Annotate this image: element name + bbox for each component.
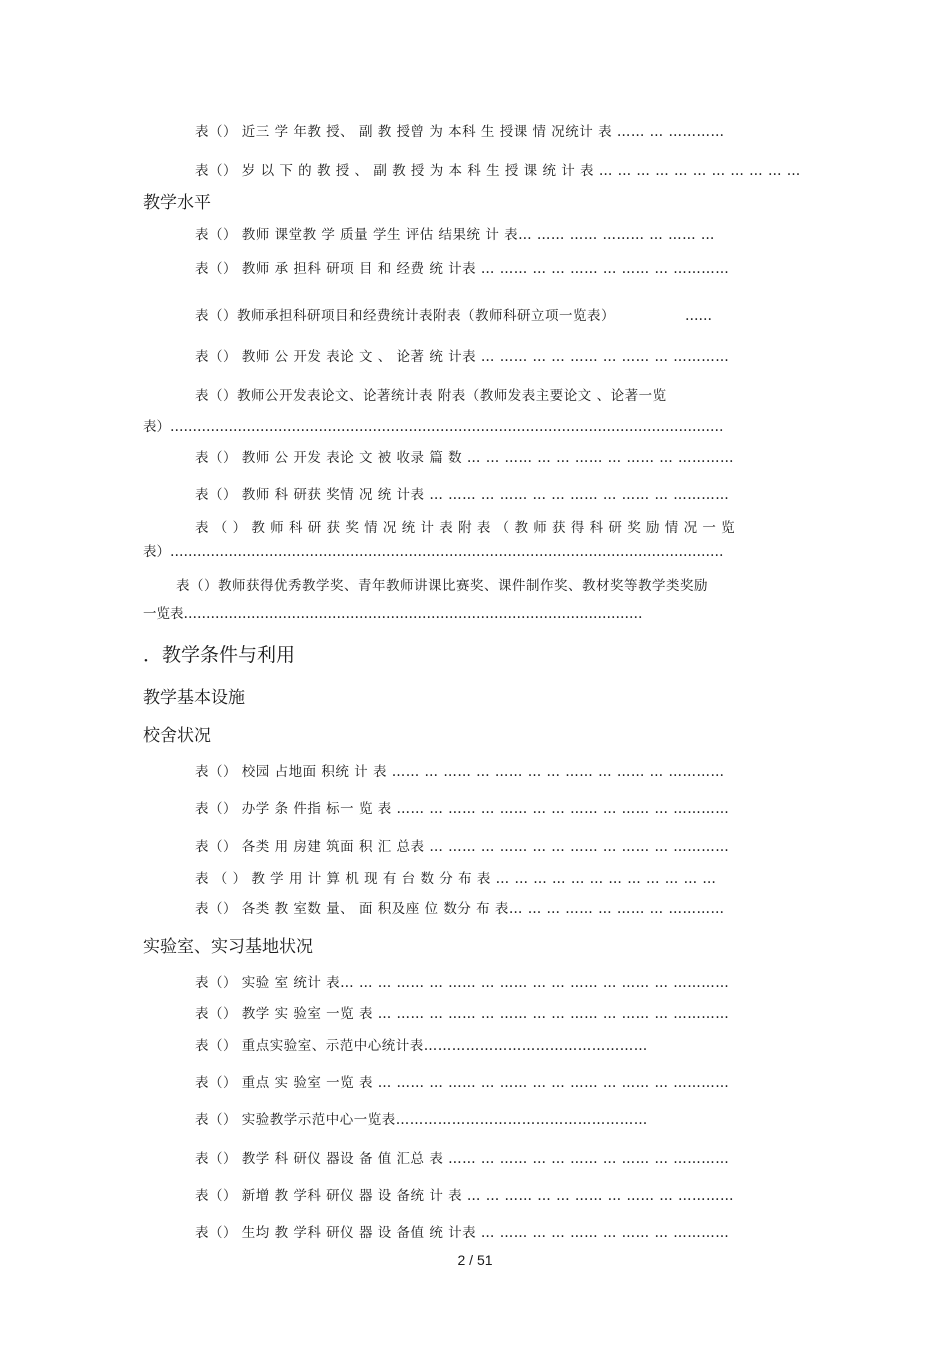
toc-entry[interactable]: 表（）教师获得优秀教学奖、青年教师讲课比赛奖、课件制作奖、教材奖等教学类奖励 [176, 578, 708, 594]
toc-entry[interactable]: 表（）教师公开发表论文、论著统计表 附表（教师发表主要论文 、论著一览 [195, 388, 667, 404]
toc-entry[interactable]: 表（） 办学 条 件指 标一 览 表 …… … …… … …… … … …… … …… … ………… [195, 801, 730, 817]
toc-entry[interactable]: 表（） 教师 课堂教 学 质量 学生 评估 结果统 计 表… …… …… ……… … …… … [195, 227, 715, 243]
section-heading: ．教学条件与利用 [143, 644, 296, 666]
toc-entry[interactable]: 表 （ ） 教 学 用 计 算 机 现 有 台 数 分 布 表 … … … … … … … … … … … … [195, 871, 717, 887]
toc-entry[interactable]: 表（） 教师 公 开发 表论 文 被 收录 篇 数 … … …… … … …… … …… … ………… [195, 450, 735, 466]
toc-entry[interactable]: 表（） 重点 实 验室 一览 表 … …… … …… … …… … … …… … …… … ………… [195, 1075, 730, 1091]
toc-entry-continuation: 表）…………………………………………………………………………………………………………… [143, 544, 724, 560]
toc-entry[interactable]: 表 （ ） 教 师 科 研 获 奖 情 况 统 计 表 附 表 （ 教 师 获 得 科 研 奖 励 情 况 一 览 [195, 520, 736, 536]
toc-entry[interactable]: 表（） 重点实验室、示范中心统计表………………………………………… [195, 1038, 648, 1054]
toc-entry[interactable]: 表（） 近三 学 年教 授、 副 教 授曾 为 本科 生 授课 情 况统计 表 …… … ………… [195, 124, 725, 140]
toc-entry[interactable]: 表（） 教学 科 研仪 器设 备 值 汇总 表 …… … …… … … …… … …… … ………… [195, 1151, 730, 1167]
toc-entry[interactable]: 表（）教师承担科研项目和经费统计表附表（教师科研立项一览表） …… [195, 308, 712, 324]
toc-entry[interactable]: 表（） 实验教学示范中心一览表……………………………………………… [195, 1112, 648, 1128]
heading-teaching-level: 教学水平 [143, 193, 211, 213]
page-number: 2 / 51 [457, 1252, 493, 1268]
toc-entry[interactable]: 表（） 校园 占地面 积统 计 表 …… … …… … …… … … …… … …… … ………… [195, 764, 725, 780]
toc-entry[interactable]: 表（） 生均 教 学科 研仪 器 设 备值 统 计表 … …… … … …… … …… … ………… [195, 1225, 730, 1241]
toc-entry[interactable]: 表（） 新增 教 学科 研仪 器 设 备统 计 表 … … …… … … …… … …… … ………… [195, 1188, 735, 1204]
toc-entry[interactable]: 表（） 教师 承 担科 研项 目 和 经费 统 计表 … …… … … …… … …… … ………… [195, 261, 730, 277]
toc-entry[interactable]: 表（） 各类 用 房建 筑面 积 汇 总表 … …… … …… … … …… … …… … ………… [195, 839, 730, 855]
toc-entry-continuation: 表）…………………………………………………………………………………………………………… [143, 419, 724, 435]
heading-campus-status: 校舍状况 [143, 726, 211, 746]
toc-entry[interactable]: 表（） 教学 实 验室 一览 表 … …… … …… … …… … … …… … …… … ………… [195, 1006, 730, 1022]
toc-entry-continuation: 一览表………………………………………………………………………………………… [143, 606, 643, 622]
toc-entry[interactable]: 表（） 教师 科 研获 奖情 况 统 计表 … …… … …… … … …… … …… … ………… [195, 487, 730, 503]
toc-entry[interactable]: 表（） 教师 公 开发 表论 文 、 论著 统 计表 … …… … … …… … …… … ………… [195, 349, 730, 365]
heading-basic-facilities: 教学基本设施 [143, 688, 245, 708]
toc-entry[interactable]: 表（） 各类 教 室数 量、 面 积及座 位 数分 布 表… … … …… … …… … ………… [195, 901, 725, 917]
toc-entry[interactable]: 表（） 实验 室 统计 表… … … …… … …… … …… … … …… … …… … ………… [195, 975, 730, 991]
toc-entry[interactable]: 表（） 岁 以 下 的 教 授 、 副 教 授 为 本 科 生 授 课 统 计 表 … … … … … … … … … … … [195, 163, 801, 179]
heading-lab-status: 实验室、实习基地状况 [143, 937, 313, 957]
